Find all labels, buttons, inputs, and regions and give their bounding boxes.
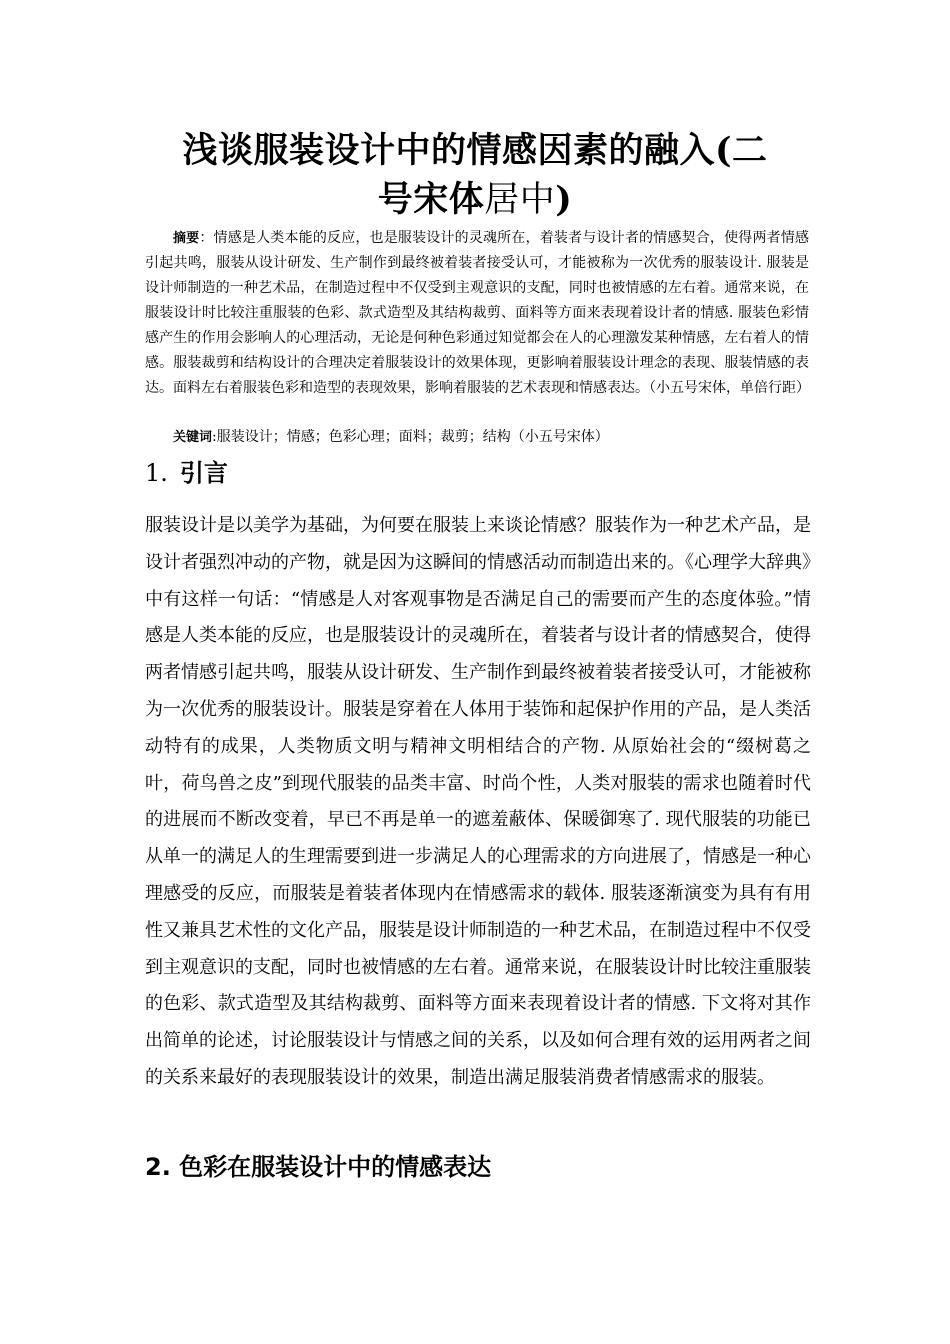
section-1-title: 引言 [179,459,228,487]
keywords [145,425,809,450]
title-line-1: 浅谈服装设计中的情感因素的融入(二 [182,130,768,171]
section-1-paragraph: 服装设计是以美学为基础，为何要在服装上来谈论情感？服装作为一种艺术产品，是设计者强烈冲动的产物，就是因为这瞬间的情感活动而制造出来的。《心理学大辞典》中有这样一句话：“情感是人对客观事物是否满足自己的需要而产生的态度体验。”情感是人类本能的反应，也是服装设计的灵魂所在，着装者与设计者的情感契合，使得两者情感引起共鸣，服装从设计研发、生产制作到最终被着装者接受认可，才能被称为一次优秀的服装设计。服装是穿着在人体用于装饰和起保护作用的产品，是人类活动特有的成果，人类物质文明与精神文明相结合的产物. 从原始社会的“缀树葛之叶，荷鸟兽之皮”到现代服装的品类丰富、时尚个性，人类对服装的需求也随着时代的进展而不断改变着，早已不再是单一的遮羞蔽体、保暖御寒了. 现代服装的功能已从单一的满足人的生理需要到进一步满足人的心理需求的方向进展了，情感是一种心理感受的反应，而服装是着装者体现内在情感需求的载体. 服装逐渐演变为具有有用性又兼具艺术性的文化产品，服装是设计师制造的一种艺术品，在制造过程中不仅受到主观意识的支配，同时也被情感的左右着。通常来说，在服装设计时比较注重服装的色彩、款式造型及其结构裁剪、面料等方面来表现着设计者的情感. 下文将对其作出简单的论述，讨论服装设计与情感之间的关系，以及如何合理有效的运用两者之间的关系来最好的表现服装设计的效果，制造出满足服装消费者情感需求的服装。 [145,515,811,1088]
section-1-number: 1. [145,459,168,487]
section-2-heading: 2. 色彩在服装设计中的情感表达 [145,1153,492,1181]
title-line-2-bold: 号宋体 [377,179,485,220]
title-line-2-end: ) [555,179,573,220]
abstract [145,226,809,401]
title-line-2-regular: 居中 [484,180,556,220]
keywords-text: :服装设计；情感；色彩心理；面料；裁剪；结构（小五号宋体） [212,429,609,445]
paper-title [140,126,810,225]
abstract-text: ：情感是人类本能的反应，也是服装设计的灵魂所在，着装者与设计者的情感契合，使得两者情感引起共鸣，服装从设计研发、生产制作到最终被着装者接受认可，才能被称为一次优秀的服装设计. 服装是设计师制造的一种艺术品，在制造过程中不仅受到主观意识的支配，同时也被情感的左右着。通常来说，在服装设计时比较注重服装的色彩、款式造型及其结构裁剪、面料等方面来表现着设计者的情感. 服装色彩情感产生的作用会影响人的心理活动，无论是何种色彩通过知觉都会在人的心理激发某种情感，左右着人的情感。服装裁剪和结构设计的合理决定着服装设计的效果体现，更影响着服装设计理念的表现、服装情感的表达。面料左右着服装色彩和造型的表现效果，影响着服装的艺术表现和情感表达。（小五号宋体，单倍行距） [145,230,810,396]
abstract-label: 摘要 [173,231,200,246]
section-1-heading [145,456,228,490]
keywords-label: 关键词 [173,430,213,445]
